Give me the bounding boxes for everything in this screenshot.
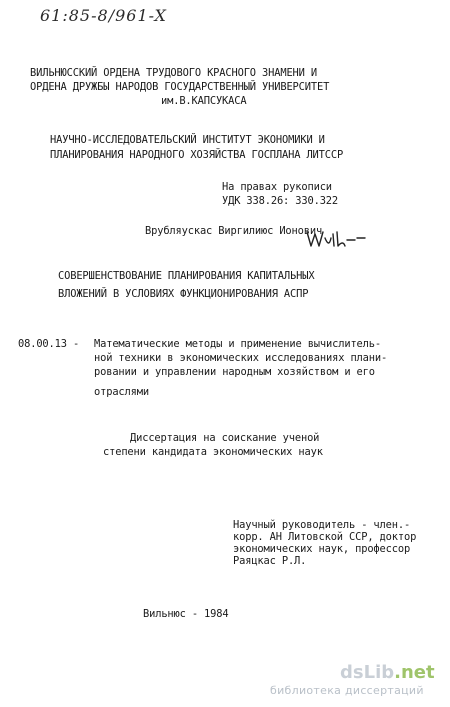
university-line-2: ОРДЕНА ДРУЖБЫ НАРОДОВ ГОСУДАРСТВЕННЫЙ УНИВЕРСИТЕТ — [30, 81, 330, 93]
handwritten-archive-code: 61:85-8/961-X — [40, 6, 167, 25]
manuscript-rights: На правах рукописи — [222, 181, 332, 193]
udk-code: УДК 338.26: 330.322 — [222, 195, 339, 207]
supervisor-line-2: корр. АН Литовской ССР, доктор — [233, 531, 417, 543]
specialty-line-3: ровании и управлении народным хозяйством и его — [94, 366, 375, 378]
university-line-1: ВИЛЬНЮССКИЙ ОРДЕНА ТРУДОВОГО КРАСНОГО ЗНАМЕНИ И — [30, 67, 317, 79]
specialty-line-4: отраслями — [94, 386, 149, 398]
watermark-logo-main: dsLib — [340, 662, 395, 683]
institute-line-2: ПЛАНИРОВАНИЯ НАРОДНОГО ХОЗЯЙСТВА ГОСПЛАНА ЛИТССР — [50, 149, 344, 161]
watermark-logo-tld: .net — [394, 662, 435, 683]
author-name: Врубляускас Виргилиюс Ионович — [145, 225, 323, 237]
specialty-line-2: ной техники в экономических исследованиях плани- — [94, 352, 388, 364]
dissertation-purpose-line-1: Диссертация на соискание ученой — [130, 432, 320, 444]
institute-line-1: НАУЧНО-ИССЛЕДОВАТЕЛЬСКИЙ ИНСТИТУТ ЭКОНОМИКИ И — [50, 134, 325, 146]
dslib-watermark-subtitle: библиотека диссертаций — [270, 684, 424, 697]
place-and-year: Вильнюс - 1984 — [143, 608, 229, 620]
dissertation-title-line-2: ВЛОЖЕНИЙ В УСЛОВИЯХ ФУНКЦИОНИРОВАНИЯ АСПР — [58, 288, 309, 300]
supervisor-name: Раяцкас Р.Л. — [233, 555, 307, 567]
dissertation-title-line-1: СОВЕРШЕНСТВОВАНИЕ ПЛАНИРОВАНИЯ КАПИТАЛЬНЫХ — [58, 270, 315, 282]
university-line-3: им.В.КАПСУКАСА — [161, 95, 247, 107]
specialty-code: 08.00.13 - — [18, 338, 80, 350]
author-signature — [305, 226, 367, 252]
dslib-watermark-logo — [340, 662, 435, 683]
supervisor-line-3: экономических наук, профессор — [233, 543, 411, 555]
dissertation-purpose-line-2: степени кандидата экономических наук — [103, 446, 323, 458]
specialty-line-1: Математические методы и применение вычислитель- — [94, 338, 381, 350]
supervisor-line-1: Научный руководитель - член.- — [233, 519, 411, 531]
